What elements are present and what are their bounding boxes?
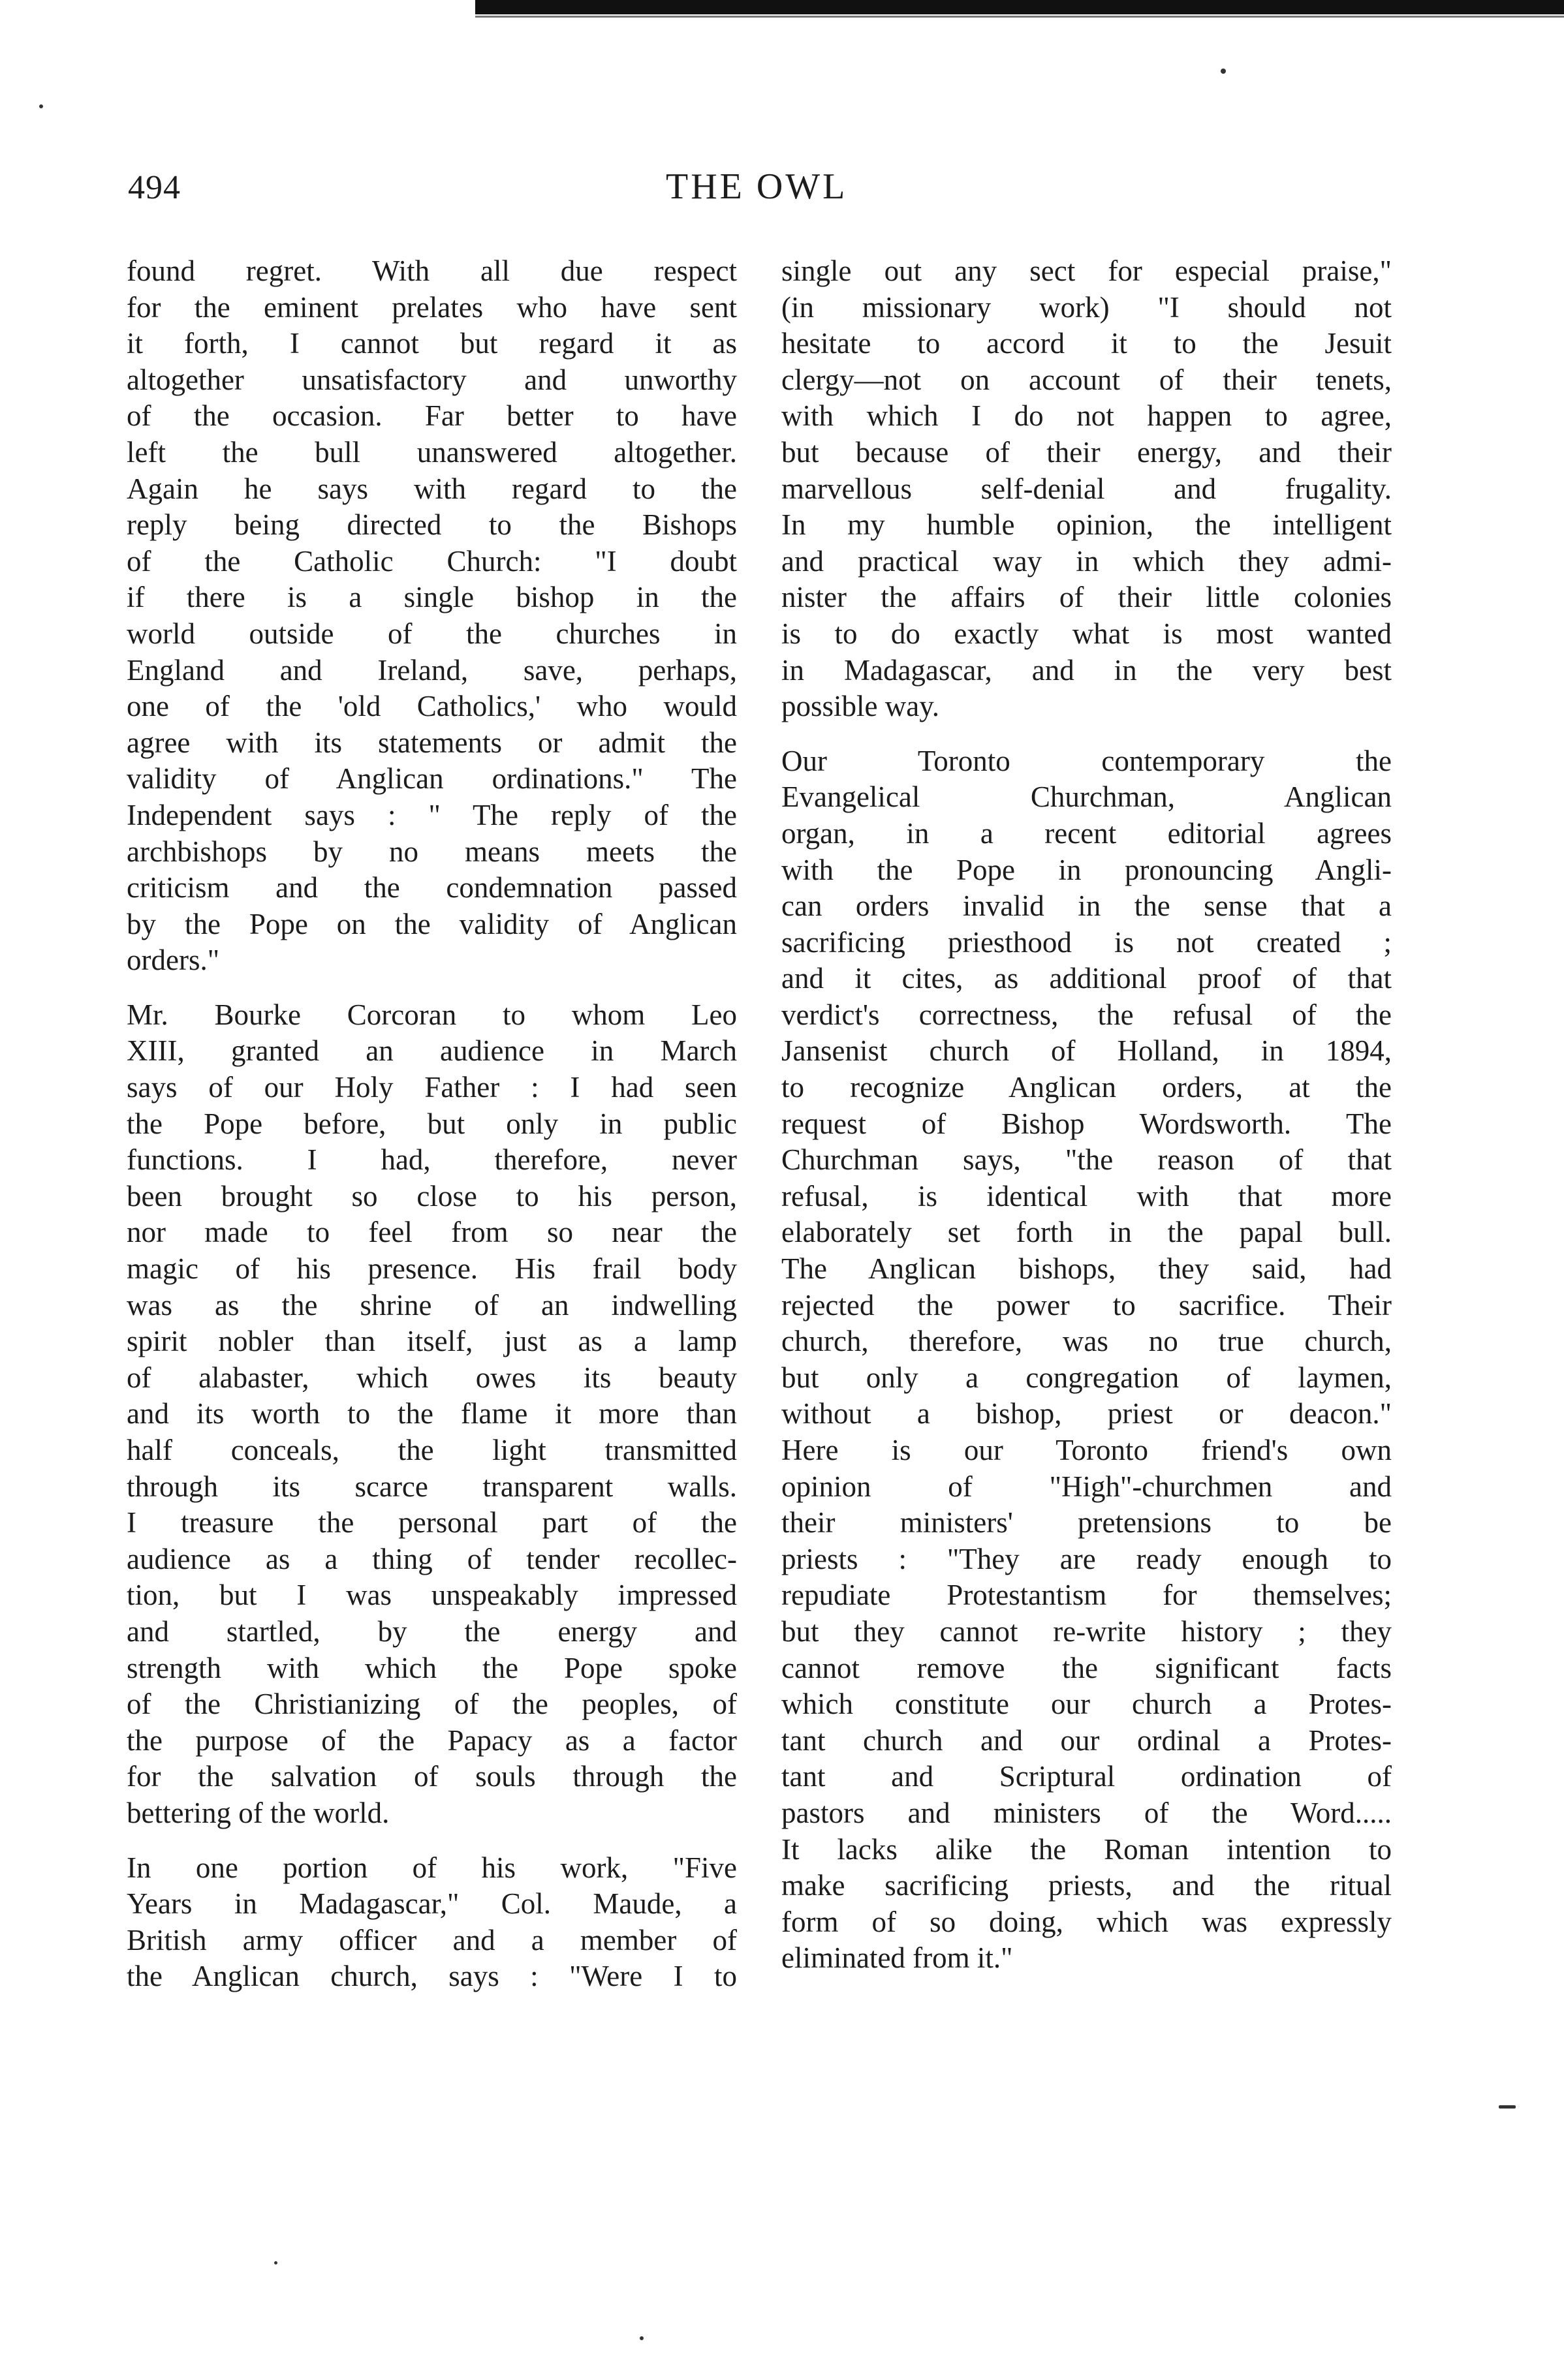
- text-line: form of so doing, which was expressly: [781, 1905, 1392, 1938]
- text-line: their ministers' pretensions to be: [781, 1506, 1392, 1539]
- text-line: verdict's correctness, the refusal of the: [781, 998, 1392, 1031]
- text-line: Independent says : " The reply of the: [127, 798, 737, 831]
- text-line: and practical way in which they admi-: [781, 544, 1392, 578]
- text-line: of the Christianizing of the peoples, of: [127, 1688, 737, 1721]
- text-line: reply being directed to the Bishops: [127, 508, 737, 542]
- text-line: sacrificing priesthood is not created ;: [781, 925, 1392, 959]
- text-line: the Anglican church, says : "Were I to: [127, 1960, 737, 1993]
- text-line: Again he says with regard to the: [127, 472, 737, 505]
- text-line: says of our Holy Father : I had seen: [127, 1071, 737, 1104]
- text-line: if there is a single bishop in the: [127, 581, 737, 614]
- right-paragraph-2: [781, 743, 1392, 1977]
- text-line: half conceals, the light transmitted: [127, 1434, 737, 1466]
- text-line: agree with its statements or admit the: [127, 726, 737, 759]
- text-line: to recognize Anglican orders, at the: [781, 1071, 1392, 1104]
- text-line: been brought so close to his person,: [127, 1179, 737, 1213]
- running-title: THE OWL: [666, 166, 848, 207]
- right-paragraph-1: [781, 253, 1392, 725]
- text-line: tion, but I was unspeakably impressed: [127, 1579, 737, 1612]
- text-line: world outside of the churches in: [127, 617, 737, 650]
- text-line: hesitate to accord it to the Jesuit: [781, 327, 1392, 360]
- text-line: tant and Scriptural ordination of: [781, 1760, 1392, 1793]
- text-line: I treasure the personal part of the: [127, 1506, 737, 1539]
- text-line: nor made to feel from so near the: [127, 1216, 737, 1249]
- text-line: request of Bishop Wordsworth. The: [781, 1107, 1392, 1140]
- text-line: Jansenist church of Holland, in 1894,: [781, 1034, 1392, 1068]
- text-line: for the salvation of souls through the: [127, 1760, 737, 1793]
- text-line: In my humble opinion, the intelligent: [781, 508, 1392, 542]
- text-line: one of the 'old Catholics,' who would: [127, 690, 737, 723]
- text-line: but because of their energy, and their: [781, 435, 1392, 469]
- text-line: opinion of "High"-churchmen and: [781, 1470, 1392, 1503]
- text-line: (in missionary work) "I should not: [781, 290, 1392, 324]
- text-line: found regret. With all due respect: [127, 255, 737, 287]
- text-line: England and Ireland, save, perhaps,: [127, 653, 737, 687]
- text-line: audience as a thing of tender recollec-: [127, 1542, 737, 1575]
- text-line: nister the affairs of their little colonies: [781, 581, 1392, 614]
- text-line: it forth, I cannot but regard it as: [127, 327, 737, 360]
- left-paragraph-1: [127, 253, 737, 979]
- text-line: with which I do not happen to agree,: [781, 399, 1392, 433]
- text-line: Years in Madagascar," Col. Maude, a: [127, 1887, 737, 1921]
- text-line: magic of his presence. His frail body: [127, 1252, 737, 1286]
- text-line: with the Pope in pronouncing Angli-: [781, 853, 1392, 886]
- text-line: was as the shrine of an indwelling: [127, 1288, 737, 1321]
- text-line: Our Toronto contemporary the: [781, 744, 1392, 777]
- text-line: criticism and the condemnation passed: [127, 871, 737, 904]
- text-line: rejected the power to sacrifice. Their: [781, 1288, 1392, 1321]
- scan-speck: [1499, 2105, 1516, 2109]
- text-line: clergy—not on account of their tenets,: [781, 363, 1392, 396]
- text-line: British army officer and a member of: [127, 1923, 737, 1956]
- text-line: single out any sect for especial praise,": [781, 255, 1392, 287]
- text-line: bettering of the world.: [127, 1796, 390, 1829]
- text-line: repudiate Protestantism for themselves;: [781, 1579, 1392, 1612]
- text-line: orders.": [127, 944, 220, 977]
- text-line: Here is our Toronto friend's own: [781, 1434, 1392, 1466]
- text-line: make sacrificing priests, and the ritual: [781, 1869, 1392, 1902]
- text-line: refusal, is identical with that more: [781, 1179, 1392, 1213]
- text-line: Mr. Bourke Corcoran to whom Leo: [127, 998, 737, 1031]
- scan-speck: [39, 104, 43, 108]
- text-line: by the Pope on the validity of Anglican: [127, 907, 737, 940]
- left-paragraph-3: [127, 1850, 737, 1995]
- text-line: but they cannot re-write history ; they: [781, 1615, 1392, 1648]
- text-line: and it cites, as additional proof of that: [781, 962, 1392, 995]
- text-line: marvellous self-denial and frugality.: [781, 472, 1392, 505]
- text-line: of the occasion. Far better to have: [127, 399, 737, 433]
- text-line: in Madagascar, and in the very best: [781, 653, 1392, 687]
- text-line: the Pope before, but only in public: [127, 1107, 737, 1140]
- text-line: XIII, granted an audience in March: [127, 1034, 737, 1068]
- text-line: strength with which the Pope spoke: [127, 1651, 737, 1684]
- text-line: In one portion of his work, "Five: [127, 1851, 737, 1884]
- text-line: through its scarce transparent walls.: [127, 1470, 737, 1503]
- right-column: [781, 253, 1392, 1977]
- text-line: eliminated from it.": [781, 1941, 1013, 1975]
- text-line: elaborately set forth in the papal bull.: [781, 1216, 1392, 1249]
- text-line: church, therefore, was no true church,: [781, 1325, 1392, 1358]
- text-line: and its worth to the flame it more than: [127, 1397, 737, 1430]
- text-line: for the eminent prelates who have sent: [127, 290, 737, 324]
- text-line: Churchman says, "the reason of that: [781, 1143, 1392, 1177]
- text-line: can orders invalid in the sense that a: [781, 889, 1392, 923]
- text-line: archbishops by no means meets the: [127, 835, 737, 868]
- text-line: of alabaster, which owes its beauty: [127, 1361, 737, 1394]
- text-line: validity of Anglican ordinations." The: [127, 762, 737, 796]
- text-line: It lacks alike the Roman intention to: [781, 1832, 1392, 1866]
- text-line: functions. I had, therefore, never: [127, 1143, 737, 1177]
- text-line: spirit nobler than itself, just as a lamp: [127, 1325, 737, 1358]
- text-line: left the bull unanswered altogether.: [127, 435, 737, 469]
- text-line: tant church and our ordinal a Protes-: [781, 1723, 1392, 1757]
- text-line: is to do exactly what is most wanted: [781, 617, 1392, 650]
- text-line: cannot remove the significant facts: [781, 1651, 1392, 1684]
- text-line: organ, in a recent editorial agrees: [781, 816, 1392, 850]
- text-line: of the Catholic Church: "I doubt: [127, 544, 737, 578]
- text-line: which constitute our church a Protes-: [781, 1688, 1392, 1721]
- text-line: possible way.: [781, 690, 940, 723]
- scan-speck: [640, 2336, 644, 2340]
- text-line: priests : "They are ready enough to: [781, 1542, 1392, 1575]
- left-column: [127, 253, 737, 1995]
- text-line: altogether unsatisfactory and unworthy: [127, 363, 737, 396]
- page-number: 494: [128, 169, 181, 206]
- text-line: The Anglican bishops, they said, had: [781, 1252, 1392, 1286]
- scan-speck: [274, 2261, 277, 2264]
- text-line: and startled, by the energy and: [127, 1615, 737, 1648]
- text-line: pastors and ministers of the Word.....: [781, 1796, 1392, 1829]
- left-paragraph-2: [127, 997, 737, 1832]
- text-line: but only a congregation of laymen,: [781, 1361, 1392, 1394]
- top-edge-rule: [475, 0, 1564, 14]
- top-edge-rule-thin: [475, 16, 1564, 18]
- text-line: without a bishop, priest or deacon.": [781, 1397, 1392, 1430]
- scan-speck: [1221, 69, 1226, 74]
- text-line: the purpose of the Papacy as a factor: [127, 1723, 737, 1757]
- text-line: Evangelical Churchman, Anglican: [781, 780, 1392, 814]
